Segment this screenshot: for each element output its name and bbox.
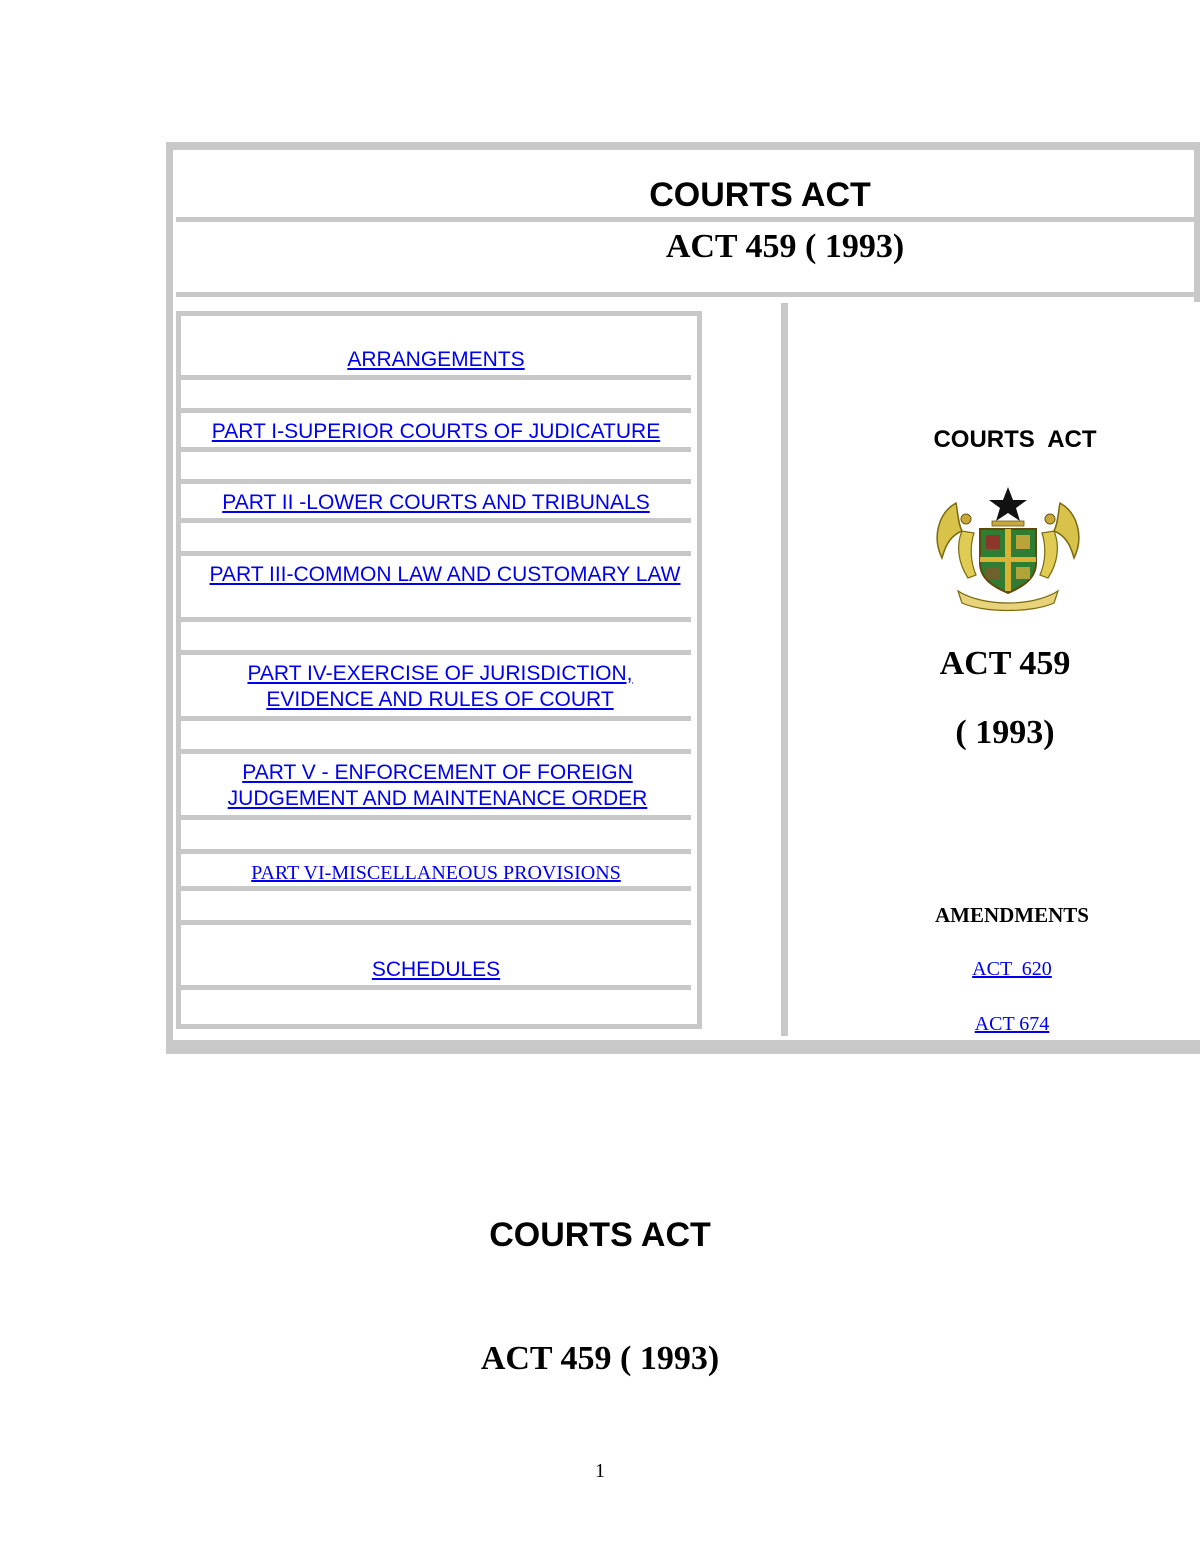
header-subtitle: ACT 459 ( 1993) (665, 228, 905, 265)
nav-separator (181, 447, 691, 452)
frame-right-border (1194, 142, 1200, 302)
nav-link-part-1[interactable]: PART I-SUPERIOR COURTS OF JUDICATURE (211, 420, 661, 443)
amendment-link-act-620[interactable]: ACT 620 (972, 958, 1052, 980)
page-number: 1 (595, 1460, 605, 1482)
sidebar-year: ( 1993) (955, 714, 1055, 751)
header-bottom-divider (176, 292, 1200, 297)
nav-link-part-6[interactable]: PART VI-MISCELLANEOUS PROVISIONS (251, 862, 621, 884)
header-title: COURTS ACT (649, 176, 871, 214)
nav-separator (181, 749, 691, 754)
sidebar-title: COURTS ACT (933, 426, 1097, 453)
nav-separator (181, 716, 691, 721)
nav-separator (181, 408, 691, 413)
frame-left-border (166, 142, 173, 1054)
nav-link-arrangements[interactable]: ARRANGEMENTS (347, 348, 525, 371)
frame-bottom-border (166, 1040, 1200, 1054)
nav-separator (181, 886, 691, 891)
nav-separator (181, 518, 691, 523)
sidebar-act-number: ACT 459 (939, 645, 1071, 682)
nav-link-schedules[interactable]: SCHEDULES (371, 958, 501, 981)
nav-separator (181, 815, 691, 820)
nav-separator (181, 985, 691, 990)
nav-separator (181, 650, 691, 655)
nav-separator (181, 849, 691, 854)
nav-separator (181, 479, 691, 484)
nav-separator (181, 375, 691, 380)
amendments-label: AMENDMENTS (934, 903, 1089, 927)
nav-link-part-4[interactable]: PART IV-EXERCISE OF JURISDICTION, EVIDENCE AND RULES OF COURT (247, 662, 633, 711)
nav-separator (181, 920, 691, 925)
nav-link-part-3[interactable]: PART III-COMMON LAW AND CUSTOMARY LAW (209, 563, 681, 586)
nav-separator (181, 617, 691, 622)
frame-top-border (166, 142, 1200, 150)
nav-separator (181, 551, 691, 556)
body-title: COURTS ACT (489, 1216, 711, 1254)
header-divider (176, 217, 1194, 222)
nav-link-part-2[interactable]: PART II -LOWER COURTS AND TRIBUNALS (222, 491, 650, 514)
amendment-link-act-674[interactable]: ACT 674 (974, 1013, 1050, 1035)
coat-of-arms-icon (928, 483, 1088, 613)
body-subtitle: ACT 459 ( 1993) (480, 1340, 720, 1377)
nav-link-part-5[interactable]: PART V - ENFORCEMENT OF FOREIGN JUDGEMENT AND MAINTENANCE ORDER (227, 761, 648, 810)
